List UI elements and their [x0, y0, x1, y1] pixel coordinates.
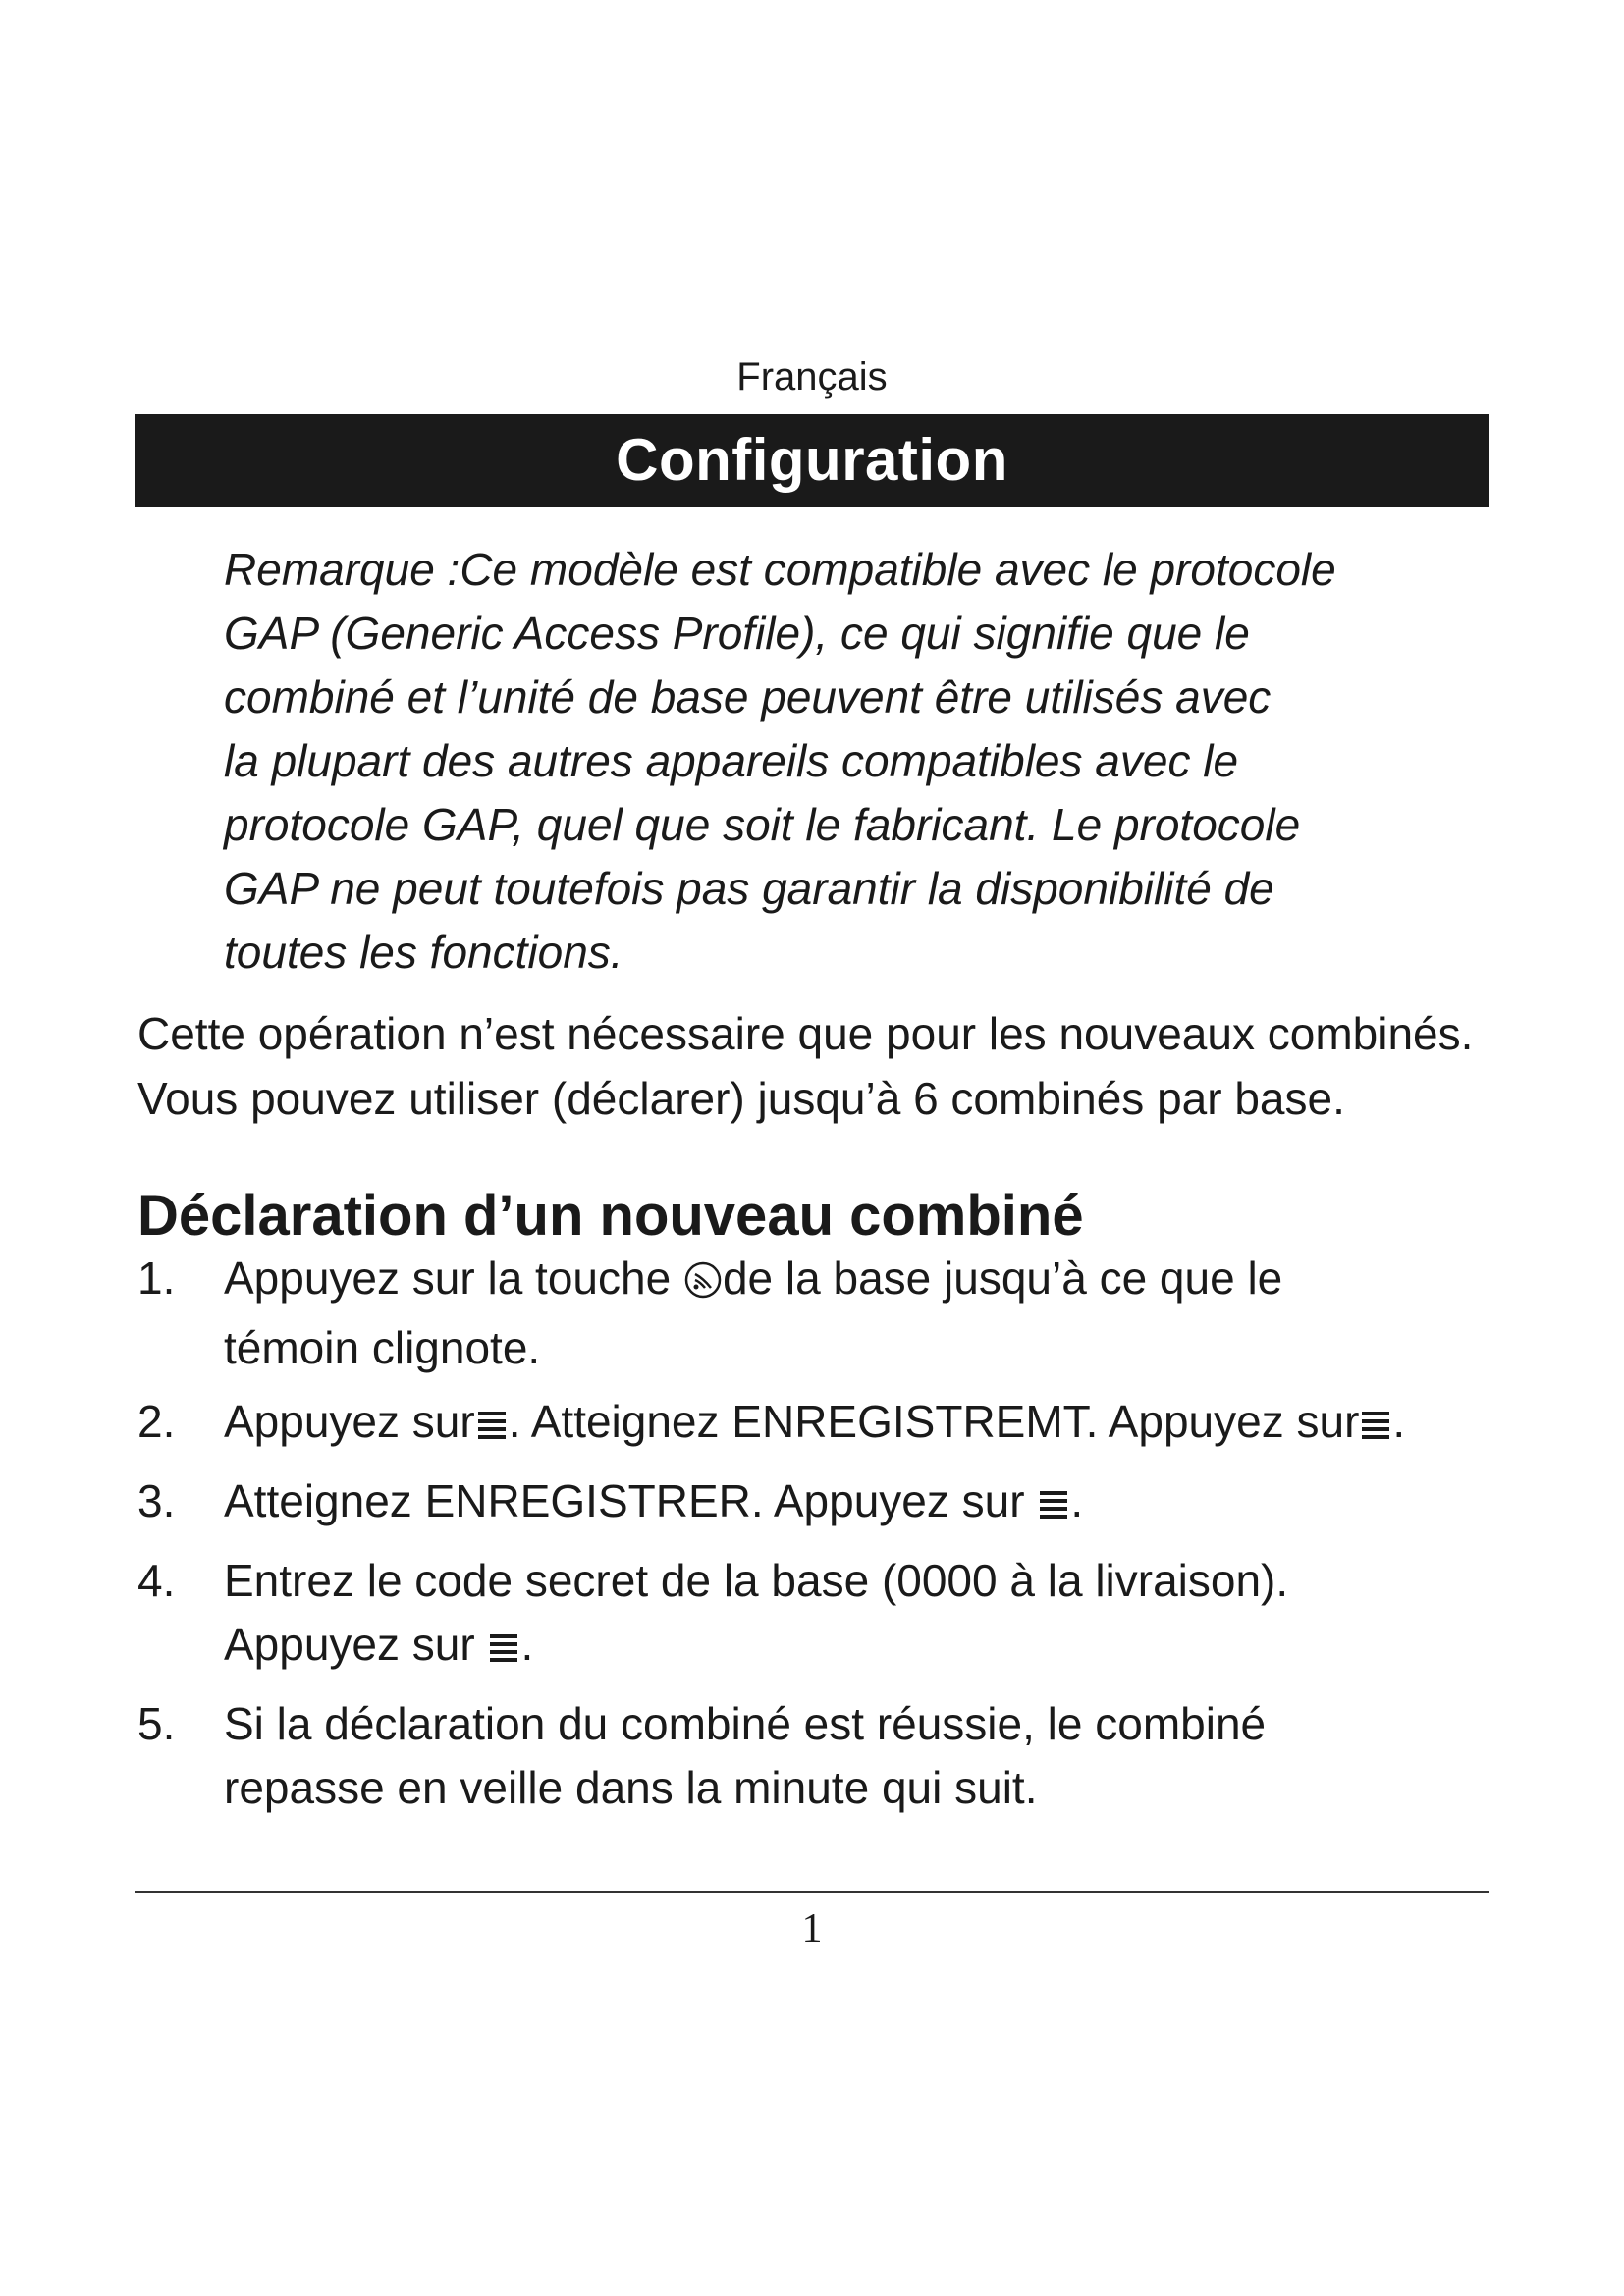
step-line: Entrez le code secret de la base (0000 à la livraison).: [224, 1555, 1289, 1606]
step-line: repasse en veille dans la minute qui suit.: [224, 1762, 1038, 1813]
menu-button-icon: [487, 1619, 520, 1682]
step-item: [137, 1390, 1551, 1460]
step-text: . Atteignez ENREGISTREMT. Appuyez sur: [508, 1396, 1360, 1447]
step-text: .: [1070, 1475, 1084, 1526]
note-line: Remarque :Ce modèle est compatible avec le protocole: [224, 544, 1336, 595]
step-line: [224, 1390, 1551, 1460]
step-text: .: [520, 1619, 534, 1670]
step-item: [137, 1692, 1551, 1820]
intro-line: Cette opération n’est nécessaire que pour les nouveaux combinés.: [137, 1008, 1474, 1059]
step-item: [137, 1549, 1551, 1682]
step-line: [224, 1613, 1551, 1682]
section-title: Configuration: [616, 427, 1008, 493]
note-line: GAP ne peut toutefois pas garantir la disponibilité de: [224, 863, 1274, 914]
step-line: [224, 1247, 1551, 1316]
page-number: 1: [801, 1906, 823, 1951]
step-item: [137, 1469, 1551, 1539]
menu-button-icon: [1359, 1396, 1392, 1460]
paging-button-icon: [683, 1253, 723, 1316]
step-line: témoin clignote.: [224, 1322, 541, 1373]
step-line: [224, 1469, 1551, 1539]
note-line: protocole GAP, quel que soit le fabricant. Le protocole: [224, 799, 1301, 850]
note-line: la plupart des autres appareils compatibles avec le: [224, 735, 1239, 786]
note-line: GAP (Generic Access Profile), ce qui signifie que le: [224, 608, 1250, 659]
note-line: combiné et l’unité de base peuvent être utilisés avec: [224, 671, 1272, 722]
steps-list: [137, 1247, 1551, 1830]
step-text: Appuyez sur la touche: [224, 1253, 683, 1304]
step-number: 5.: [137, 1698, 176, 1749]
step-text: de la base jusqu’à ce que le: [722, 1253, 1283, 1304]
step-text: .: [1392, 1396, 1406, 1447]
step-text: Atteignez ENREGISTRER. Appuyez sur: [224, 1475, 1038, 1526]
menu-button-icon: [1037, 1475, 1070, 1539]
footer-divider: [135, 1891, 1489, 1893]
step-item: [137, 1247, 1551, 1380]
step-text: Appuyez sur: [224, 1619, 488, 1670]
intro-paragraph: [137, 1001, 1581, 1131]
step-text: Appuyez sur: [224, 1396, 475, 1447]
step-number: 1.: [137, 1253, 176, 1304]
intro-line: Vous pouvez utiliser (déclarer) jusqu’à 6 combinés par base.: [137, 1073, 1345, 1124]
step-number: 4.: [137, 1555, 176, 1606]
note-line: toutes les fonctions.: [224, 927, 623, 978]
step-line: Si la déclaration du combiné est réussie, le combiné: [224, 1698, 1267, 1749]
section-banner: [135, 414, 1489, 507]
menu-button-icon: [475, 1396, 509, 1460]
step-number: 3.: [137, 1475, 176, 1526]
step-number: 2.: [137, 1396, 176, 1447]
note-paragraph: [224, 538, 1520, 985]
language-label: Français: [736, 355, 888, 399]
subsection-title: Déclaration d’un nouveau combiné: [137, 1184, 1084, 1248]
